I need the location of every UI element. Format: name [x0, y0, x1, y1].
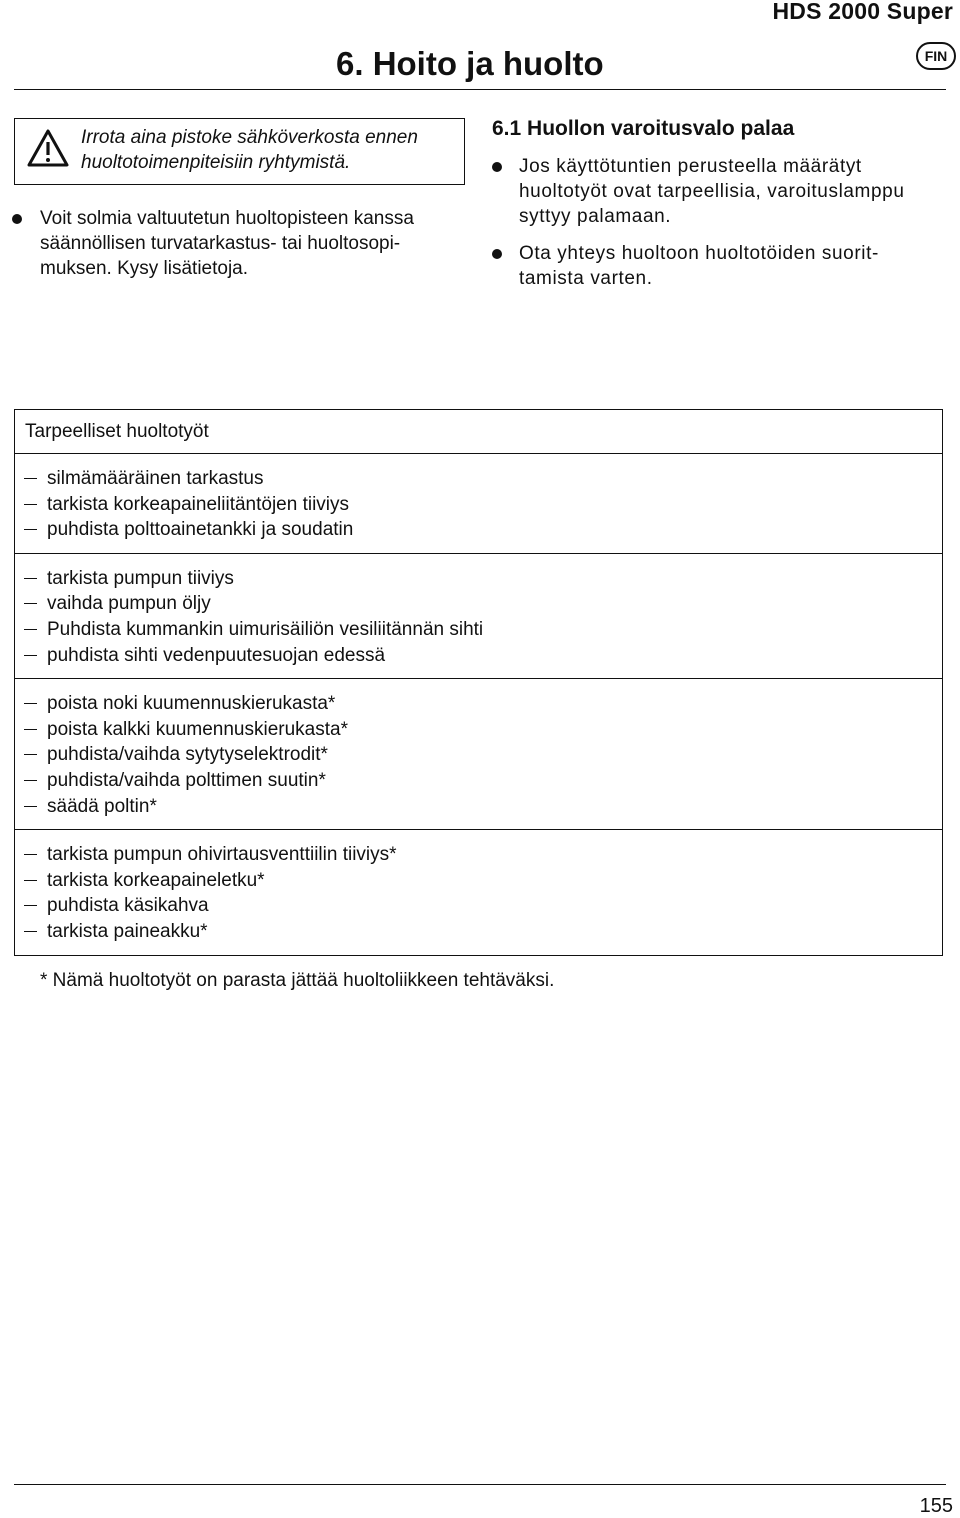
- bullet-line: Voit solmia valtuutetun huoltopisteen kanssa: [40, 208, 414, 229]
- task-item: säädä poltin*: [15, 794, 942, 820]
- task-item: puhdista/vaihda polttimen suutin*: [15, 768, 942, 794]
- task-item: poista noki kuumennuskierukasta*: [15, 691, 942, 717]
- footnote: * Nämä huoltotyöt on parasta jättää huoltoliikkeen tehtäväksi.: [40, 970, 555, 991]
- bullet-line: Jos käyttötuntien perusteella määrätyt: [519, 156, 862, 177]
- task-group: [15, 554, 942, 679]
- task-group: [15, 679, 942, 830]
- bullet-line: huoltotyöt ovat tarpeellisia, varoituslamppu: [519, 181, 905, 202]
- bullet-dot: [492, 162, 502, 172]
- bullet-dot: [12, 214, 22, 224]
- warning-triangle-icon: [27, 128, 69, 168]
- bullet-line: säännöllisen turvatarkastus- tai huoltosopi-: [40, 233, 401, 254]
- task-item: silmämääräinen tarkastus: [15, 466, 942, 492]
- page-number: 155: [919, 1495, 953, 1517]
- task-item: puhdista/vaihda sytytyselektrodit*: [15, 742, 942, 768]
- warning-box: [14, 118, 465, 185]
- section-title: 6.1 Huollon varoitusvalo palaa: [492, 117, 795, 140]
- service-contract-bullet: [40, 206, 460, 281]
- task-item: Puhdista kummankin uimurisäiliön vesiliitännän sihti: [15, 617, 942, 643]
- bullet-line: muksen. Kysy lisätietoja.: [40, 258, 249, 279]
- task-item: puhdista sihti vedenpuutesuojan edessä: [15, 643, 942, 669]
- task-group: [15, 830, 942, 954]
- header-rule: [14, 89, 946, 90]
- chapter-title: 6. Hoito ja huolto: [336, 45, 604, 82]
- task-item: tarkista pumpun tiiviys: [15, 566, 942, 592]
- warning-line: Irrota aina pistoke sähköverkosta ennen: [81, 127, 418, 148]
- task-item: vaihda pumpun öljy: [15, 591, 942, 617]
- task-group: [15, 454, 942, 554]
- bullet-line: tamista varten.: [519, 268, 653, 289]
- task-item: poista kalkki kuumennuskierukasta*: [15, 717, 942, 743]
- bullet-line: Ota yhteys huoltoon huoltotöiden suorit-: [519, 243, 879, 264]
- model-name: HDS 2000 Super: [772, 0, 953, 24]
- bullet-contact-service: [519, 241, 939, 291]
- task-item: tarkista paineakku*: [15, 919, 942, 945]
- warning-line: huoltotoimenpiteisiin ryhtymistä.: [81, 152, 351, 173]
- maintenance-table: [14, 409, 943, 956]
- section-bullets: [519, 154, 939, 291]
- bullet-line: syttyy palamaan.: [519, 206, 672, 227]
- bullet-warning-lamp: [519, 154, 939, 229]
- language-badge: FIN: [916, 42, 956, 70]
- footer-rule: [14, 1484, 946, 1485]
- task-item: puhdista polttoainetankki ja soudatin: [15, 517, 942, 543]
- bullet-dot: [492, 249, 502, 259]
- task-item: tarkista korkeapaineletku*: [15, 868, 942, 894]
- task-item: tarkista pumpun ohivirtausventtiilin tiiviys*: [15, 842, 942, 868]
- table-header: Tarpeelliset huoltotyöt: [15, 410, 942, 454]
- task-item: puhdista käsikahva: [15, 893, 942, 919]
- task-item: tarkista korkeapaineliitäntöjen tiiviys: [15, 492, 942, 518]
- warning-text: [81, 125, 461, 175]
